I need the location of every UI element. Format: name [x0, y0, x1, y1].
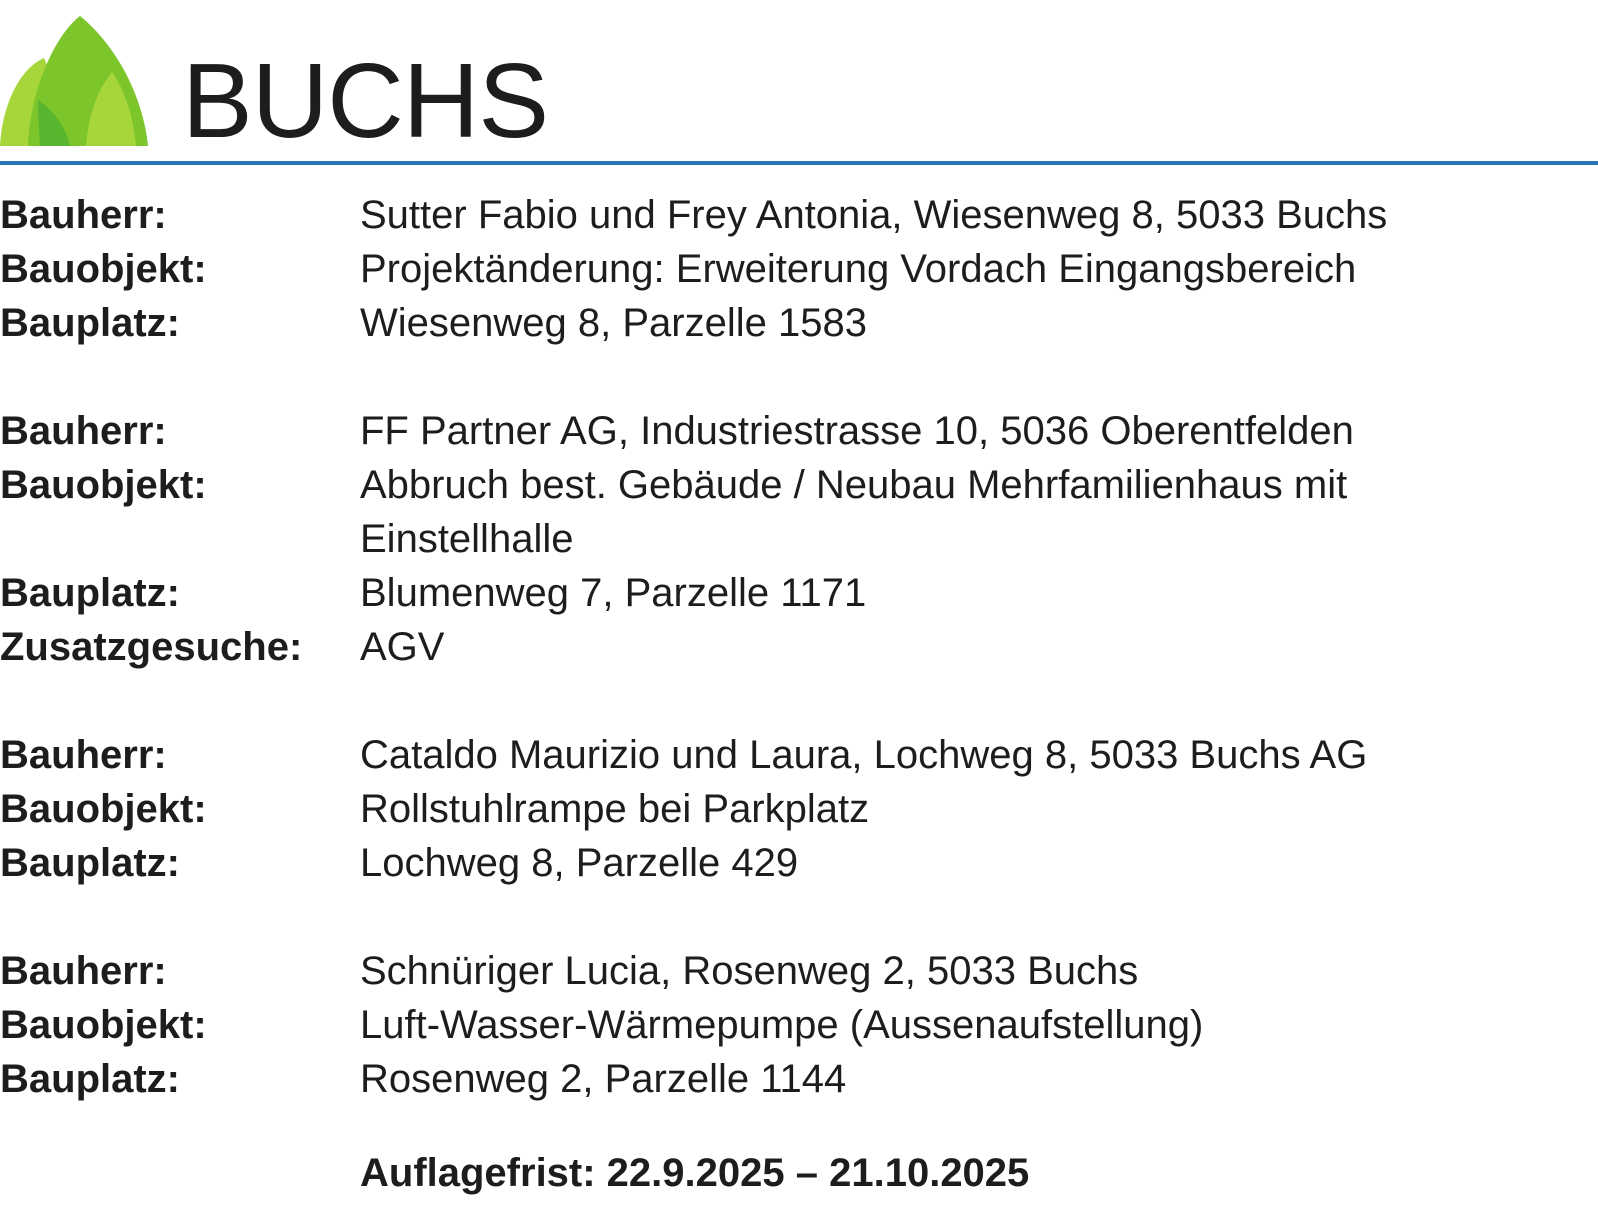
- field-label: Bauobjekt:: [0, 1003, 207, 1047]
- field-value: Schnüriger Lucia, Rosenweg 2, 5033 Buchs: [360, 949, 1139, 993]
- field-label: Bauherr:: [0, 193, 167, 237]
- building-permit-list: [0, 188, 1598, 1160]
- permit-row: [0, 566, 1598, 620]
- permit-row: [0, 242, 1598, 296]
- field-value: Abbruch best. Gebäude / Neubau Mehrfamilienhaus mit Einstellhalle: [360, 463, 1348, 561]
- permit-row: [0, 998, 1598, 1052]
- permit-row: [0, 1052, 1598, 1106]
- field-value: Sutter Fabio und Frey Antonia, Wiesenweg 8, 5033 Buchs: [360, 193, 1388, 237]
- permit-row: [0, 728, 1598, 782]
- field-label: Bauobjekt:: [0, 247, 207, 291]
- page-header: [0, 0, 1598, 166]
- field-label: Bauobjekt:: [0, 787, 207, 831]
- field-value: Lochweg 8, Parzelle 429: [360, 841, 799, 885]
- field-label: Bauplatz:: [0, 301, 180, 345]
- field-value: FF Partner AG, Industriestrasse 10, 5036 Oberentfelden: [360, 409, 1354, 453]
- field-label: Bauplatz:: [0, 571, 180, 615]
- field-label: Bauherr:: [0, 409, 167, 453]
- field-value: Luft-Wasser-Wärmepumpe (Aussenaufstellung): [360, 1003, 1204, 1047]
- field-value: Rosenweg 2, Parzelle 1144: [360, 1057, 847, 1101]
- permit-row: [0, 836, 1598, 890]
- permit-row: [0, 296, 1598, 350]
- field-label: Bauobjekt:: [0, 463, 207, 507]
- permit-entry: [0, 728, 1598, 890]
- field-value: Wiesenweg 8, Parzelle 1583: [360, 301, 867, 345]
- permit-row: [0, 944, 1598, 998]
- permit-row: [0, 620, 1598, 674]
- permit-entry: [0, 404, 1598, 674]
- permit-row: [0, 404, 1598, 458]
- permit-entry: [0, 944, 1598, 1106]
- permit-entry: [0, 188, 1598, 350]
- permit-row: [0, 458, 1598, 566]
- field-label: Bauherr:: [0, 733, 167, 777]
- field-label: Bauplatz:: [0, 841, 180, 885]
- permit-row: [0, 782, 1598, 836]
- buchs-logo-leaf-icon: [0, 10, 150, 146]
- field-label: Zusatzgesuche:: [0, 625, 303, 669]
- field-value: AGV: [360, 625, 445, 669]
- field-value: Blumenweg 7, Parzelle 1171: [360, 571, 867, 615]
- submission-period: Auflagefrist: 22.9.2025 – 21.10.2025: [360, 1151, 1030, 1195]
- field-value: Rollstuhlrampe bei Parkplatz: [360, 787, 870, 831]
- field-label: Bauherr:: [0, 949, 167, 993]
- field-value: Projektänderung: Erweiterung Vordach Eingangsbereich: [360, 247, 1357, 291]
- field-label: Bauplatz:: [0, 1057, 180, 1101]
- permit-row: [0, 188, 1598, 242]
- field-value: Cataldo Maurizio und Laura, Lochweg 8, 5033 Buchs AG: [360, 733, 1368, 777]
- brand-name: BUCHS: [182, 42, 549, 160]
- header-divider: [0, 161, 1598, 165]
